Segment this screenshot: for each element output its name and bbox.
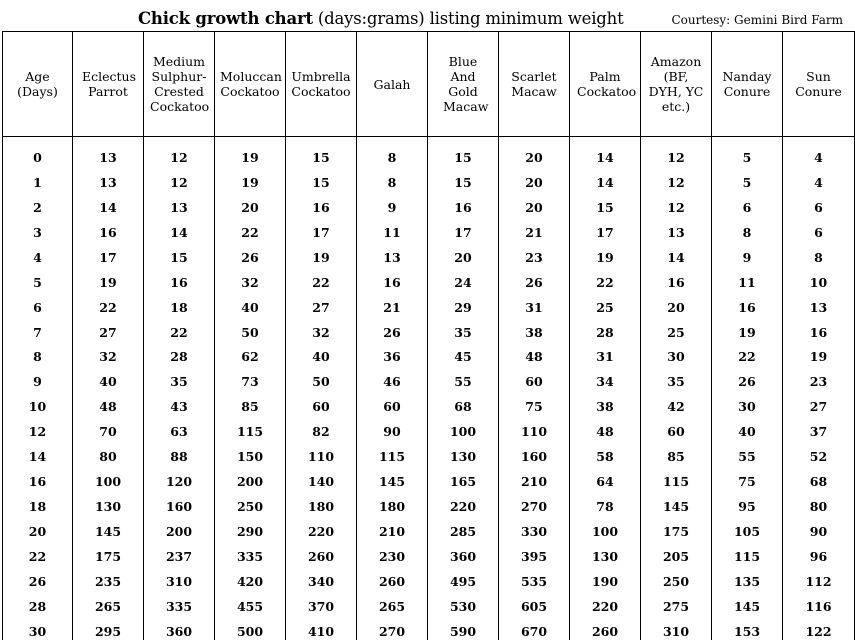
weight-cell: 25 [641, 316, 712, 341]
weight-cell: 68 [783, 465, 855, 490]
weight-cell: 190 [570, 565, 641, 590]
weight-cell: 11 [712, 266, 783, 291]
table-row [3, 166, 855, 191]
weight-cell: 68 [428, 390, 499, 415]
column-header-label: Age (Days) [17, 69, 58, 99]
weight-cell: 17 [428, 216, 499, 241]
weight-cell: 19 [215, 141, 286, 166]
column-header [3, 32, 73, 137]
weight-cell: 50 [215, 316, 286, 341]
weight-cell: 20 [499, 141, 570, 166]
weight-cell: 30 [712, 390, 783, 415]
weight-cell: 5 [712, 166, 783, 191]
weight-cell: 8 [357, 166, 428, 191]
column-header-label: Moluccan Cockatoo [220, 69, 282, 99]
column-header [144, 32, 215, 137]
weight-cell: 96 [783, 540, 855, 565]
weight-cell: 14 [570, 166, 641, 191]
weight-cell: 23 [499, 241, 570, 266]
weight-cell: 40 [215, 291, 286, 316]
weight-cell: 210 [499, 465, 570, 490]
table-body [3, 137, 855, 640]
table-row [3, 515, 855, 540]
weight-cell: 13 [144, 191, 215, 216]
weight-cell: 15 [286, 141, 357, 166]
weight-cell: 85 [215, 390, 286, 415]
weight-cell: 28 [570, 316, 641, 341]
weight-cell: 295 [73, 615, 144, 640]
weight-cell: 82 [286, 415, 357, 440]
weight-cell: 237 [144, 540, 215, 565]
weight-cell: 265 [73, 590, 144, 615]
weight-cell: 34 [570, 365, 641, 390]
age-cell: 1 [3, 166, 73, 191]
weight-cell: 19 [570, 241, 641, 266]
weight-cell: 10 [783, 266, 855, 291]
weight-cell: 110 [286, 440, 357, 465]
weight-cell: 160 [144, 490, 215, 515]
weight-cell: 8 [357, 141, 428, 166]
weight-cell: 135 [712, 565, 783, 590]
weight-cell: 28 [144, 341, 215, 366]
weight-cell: 95 [712, 490, 783, 515]
table-row [3, 141, 855, 166]
weight-cell: 6 [783, 191, 855, 216]
weight-cell: 8 [783, 241, 855, 266]
weight-cell: 22 [286, 266, 357, 291]
weight-cell: 165 [428, 465, 499, 490]
weight-cell: 20 [215, 191, 286, 216]
column-header-label: Palm Cockatoo [577, 69, 637, 99]
weight-cell: 115 [641, 465, 712, 490]
weight-cell: 24 [428, 266, 499, 291]
weight-cell: 112 [783, 565, 855, 590]
weight-cell: 530 [428, 590, 499, 615]
weight-cell: 48 [73, 390, 144, 415]
weight-cell: 175 [641, 515, 712, 540]
weight-cell: 70 [73, 415, 144, 440]
weight-cell: 13 [73, 166, 144, 191]
weight-cell: 17 [73, 241, 144, 266]
table-row [3, 415, 855, 440]
weight-cell: 100 [73, 465, 144, 490]
weight-cell: 290 [215, 515, 286, 540]
table-row [3, 241, 855, 266]
weight-cell: 4 [783, 166, 855, 191]
age-cell: 2 [3, 191, 73, 216]
weight-cell: 12 [144, 141, 215, 166]
weight-cell: 395 [499, 540, 570, 565]
weight-cell: 37 [783, 415, 855, 440]
weight-cell: 60 [286, 390, 357, 415]
column-header [215, 32, 286, 137]
weight-cell: 6 [712, 191, 783, 216]
weight-cell: 220 [570, 590, 641, 615]
weight-cell: 21 [357, 291, 428, 316]
weight-cell: 52 [783, 440, 855, 465]
weight-cell: 15 [428, 141, 499, 166]
weight-cell: 250 [215, 490, 286, 515]
table-row [3, 341, 855, 366]
weight-cell: 265 [357, 590, 428, 615]
weight-cell: 175 [73, 540, 144, 565]
column-header-label: Eclectus Parrot [82, 69, 137, 99]
age-cell: 16 [3, 465, 73, 490]
age-cell: 5 [3, 266, 73, 291]
weight-cell: 19 [286, 241, 357, 266]
weight-cell: 19 [783, 341, 855, 366]
table-row [3, 540, 855, 565]
weight-cell: 16 [357, 266, 428, 291]
weight-cell: 100 [428, 415, 499, 440]
weight-cell: 13 [73, 141, 144, 166]
weight-cell: 130 [73, 490, 144, 515]
weight-cell: 26 [712, 365, 783, 390]
weight-cell: 285 [428, 515, 499, 540]
weight-cell: 22 [144, 316, 215, 341]
column-header-label: Sun Conure [795, 69, 842, 99]
weight-cell: 80 [783, 490, 855, 515]
weight-cell: 200 [144, 515, 215, 540]
weight-cell: 60 [499, 365, 570, 390]
weight-cell: 12 [641, 191, 712, 216]
weight-cell: 80 [73, 440, 144, 465]
table-row [3, 365, 855, 390]
age-cell: 20 [3, 515, 73, 540]
weight-cell: 145 [73, 515, 144, 540]
weight-cell: 23 [783, 365, 855, 390]
weight-cell: 20 [499, 191, 570, 216]
weight-cell: 26 [499, 266, 570, 291]
table-row [3, 390, 855, 415]
weight-cell: 26 [357, 316, 428, 341]
age-cell: 6 [3, 291, 73, 316]
weight-cell: 180 [357, 490, 428, 515]
weight-cell: 75 [712, 465, 783, 490]
title-bar [0, 0, 855, 31]
weight-cell: 535 [499, 565, 570, 590]
weight-cell: 16 [286, 191, 357, 216]
weight-cell: 15 [144, 241, 215, 266]
weight-cell: 27 [286, 291, 357, 316]
weight-cell: 130 [428, 440, 499, 465]
weight-cell: 13 [641, 216, 712, 241]
weight-cell: 220 [428, 490, 499, 515]
chart-title [138, 9, 624, 28]
weight-cell: 58 [570, 440, 641, 465]
weight-cell: 275 [641, 590, 712, 615]
weight-cell: 85 [641, 440, 712, 465]
weight-cell: 500 [215, 615, 286, 640]
weight-cell: 40 [712, 415, 783, 440]
weight-cell: 140 [286, 465, 357, 490]
weight-cell: 120 [144, 465, 215, 490]
age-cell: 9 [3, 365, 73, 390]
weight-cell: 12 [641, 166, 712, 191]
column-header [428, 32, 499, 137]
chart-title-rest: (days:grams) listing minimum weight [312, 9, 624, 28]
weight-cell: 13 [357, 241, 428, 266]
weight-cell: 20 [499, 166, 570, 191]
column-header [783, 32, 855, 137]
column-header-label: Nanday Conure [722, 69, 772, 99]
weight-cell: 4 [783, 141, 855, 166]
weight-cell: 230 [357, 540, 428, 565]
weight-cell: 12 [144, 166, 215, 191]
weight-cell: 16 [641, 266, 712, 291]
weight-cell: 38 [570, 390, 641, 415]
weight-cell: 45 [428, 341, 499, 366]
age-cell: 14 [3, 440, 73, 465]
weight-cell: 145 [357, 465, 428, 490]
weight-cell: 40 [286, 341, 357, 366]
weight-cell: 14 [641, 241, 712, 266]
column-header [286, 32, 357, 137]
weight-cell: 21 [499, 216, 570, 241]
column-header [570, 32, 641, 137]
weight-cell: 410 [286, 615, 357, 640]
weight-cell: 32 [286, 316, 357, 341]
table-row [3, 291, 855, 316]
weight-cell: 27 [783, 390, 855, 415]
weight-cell: 17 [286, 216, 357, 241]
weight-cell: 6 [783, 216, 855, 241]
weight-cell: 22 [570, 266, 641, 291]
weight-cell: 205 [641, 540, 712, 565]
weight-cell: 32 [215, 266, 286, 291]
weight-cell: 15 [286, 166, 357, 191]
weight-cell: 310 [144, 565, 215, 590]
weight-cell: 29 [428, 291, 499, 316]
weight-cell: 16 [73, 216, 144, 241]
weight-cell: 18 [144, 291, 215, 316]
weight-cell: 26 [215, 241, 286, 266]
weight-cell: 88 [144, 440, 215, 465]
weight-cell: 16 [428, 191, 499, 216]
weight-cell: 115 [357, 440, 428, 465]
weight-cell: 60 [641, 415, 712, 440]
weight-cell: 15 [428, 166, 499, 191]
column-header [357, 32, 428, 137]
weight-cell: 260 [357, 565, 428, 590]
table-row [3, 565, 855, 590]
chart-title-bold: Chick growth chart [138, 9, 313, 28]
age-cell: 10 [3, 390, 73, 415]
age-cell: 8 [3, 341, 73, 366]
weight-cell: 20 [428, 241, 499, 266]
weight-cell: 17 [570, 216, 641, 241]
weight-cell: 78 [570, 490, 641, 515]
weight-cell: 48 [499, 341, 570, 366]
weight-cell: 12 [641, 141, 712, 166]
age-cell: 18 [3, 490, 73, 515]
weight-cell: 20 [641, 291, 712, 316]
weight-cell: 31 [570, 341, 641, 366]
weight-cell: 145 [641, 490, 712, 515]
weight-cell: 340 [286, 565, 357, 590]
weight-cell: 160 [499, 440, 570, 465]
column-header-label: Blue And Gold Macaw [443, 54, 489, 114]
weight-cell: 14 [570, 141, 641, 166]
weight-cell: 13 [783, 291, 855, 316]
age-cell: 28 [3, 590, 73, 615]
weight-cell: 130 [570, 540, 641, 565]
weight-cell: 590 [428, 615, 499, 640]
weight-cell: 670 [499, 615, 570, 640]
weight-cell: 100 [570, 515, 641, 540]
weight-cell: 15 [570, 191, 641, 216]
weight-cell: 31 [499, 291, 570, 316]
age-cell: 4 [3, 241, 73, 266]
weight-cell: 90 [783, 515, 855, 540]
growth-table [2, 31, 855, 640]
age-cell: 12 [3, 415, 73, 440]
weight-cell: 46 [357, 365, 428, 390]
weight-cell: 14 [73, 191, 144, 216]
weight-cell: 32 [73, 341, 144, 366]
column-header-label: Amazon (BF, DYH, YC etc.) [648, 54, 704, 114]
weight-cell: 5 [712, 141, 783, 166]
weight-cell: 116 [783, 590, 855, 615]
weight-cell: 62 [215, 341, 286, 366]
weight-cell: 235 [73, 565, 144, 590]
weight-cell: 220 [286, 515, 357, 540]
weight-cell: 27 [73, 316, 144, 341]
weight-cell: 22 [215, 216, 286, 241]
header-row [3, 32, 855, 137]
weight-cell: 360 [144, 615, 215, 640]
age-cell: 3 [3, 216, 73, 241]
weight-cell: 43 [144, 390, 215, 415]
weight-cell: 370 [286, 590, 357, 615]
weight-cell: 260 [570, 615, 641, 640]
weight-cell: 105 [712, 515, 783, 540]
weight-cell: 145 [712, 590, 783, 615]
weight-cell: 455 [215, 590, 286, 615]
table-row [3, 490, 855, 515]
weight-cell: 200 [215, 465, 286, 490]
weight-cell: 19 [215, 166, 286, 191]
weight-cell: 75 [499, 390, 570, 415]
weight-cell: 48 [570, 415, 641, 440]
weight-cell: 90 [357, 415, 428, 440]
weight-cell: 38 [499, 316, 570, 341]
column-header [641, 32, 712, 137]
weight-cell: 150 [215, 440, 286, 465]
weight-cell: 115 [215, 415, 286, 440]
weight-cell: 16 [144, 266, 215, 291]
column-header-label: Umbrella Cockatoo [291, 69, 351, 99]
age-cell: 26 [3, 565, 73, 590]
weight-cell: 210 [357, 515, 428, 540]
weight-cell: 64 [570, 465, 641, 490]
weight-cell: 495 [428, 565, 499, 590]
weight-cell: 270 [499, 490, 570, 515]
table-row [3, 615, 855, 640]
weight-cell: 40 [73, 365, 144, 390]
weight-cell: 73 [215, 365, 286, 390]
weight-cell: 310 [641, 615, 712, 640]
weight-cell: 35 [641, 365, 712, 390]
weight-cell: 55 [712, 440, 783, 465]
weight-cell: 9 [712, 241, 783, 266]
table-row [3, 590, 855, 615]
weight-cell: 42 [641, 390, 712, 415]
weight-cell: 8 [712, 216, 783, 241]
column-header-label: Scarlet Macaw [511, 69, 557, 99]
age-cell: 22 [3, 540, 73, 565]
column-header-label: Galah [373, 76, 411, 92]
table-row [3, 266, 855, 291]
weight-cell: 180 [286, 490, 357, 515]
weight-cell: 360 [428, 540, 499, 565]
weight-cell: 110 [499, 415, 570, 440]
weight-cell: 9 [357, 191, 428, 216]
weight-cell: 153 [712, 615, 783, 640]
age-cell: 30 [3, 615, 73, 640]
age-cell: 0 [3, 141, 73, 166]
table-row [3, 216, 855, 241]
weight-cell: 36 [357, 341, 428, 366]
weight-cell: 335 [215, 540, 286, 565]
weight-cell: 19 [73, 266, 144, 291]
column-header-label: Medium Sulphur-Crested Cockatoo [150, 54, 210, 114]
weight-cell: 420 [215, 565, 286, 590]
weight-cell: 16 [712, 291, 783, 316]
age-cell: 7 [3, 316, 73, 341]
weight-cell: 19 [712, 316, 783, 341]
weight-cell: 35 [144, 365, 215, 390]
weight-cell: 22 [712, 341, 783, 366]
weight-cell: 270 [357, 615, 428, 640]
weight-cell: 16 [783, 316, 855, 341]
weight-cell: 115 [712, 540, 783, 565]
weight-cell: 250 [641, 565, 712, 590]
weight-cell: 22 [73, 291, 144, 316]
weight-cell: 605 [499, 590, 570, 615]
column-header [73, 32, 144, 137]
weight-cell: 60 [357, 390, 428, 415]
column-header [712, 32, 783, 137]
courtesy-credit: Courtesy: Gemini Bird Farm [671, 13, 843, 27]
weight-cell: 330 [499, 515, 570, 540]
column-header [499, 32, 570, 137]
weight-cell: 63 [144, 415, 215, 440]
weight-cell: 260 [286, 540, 357, 565]
weight-cell: 35 [428, 316, 499, 341]
weight-cell: 11 [357, 216, 428, 241]
weight-cell: 30 [641, 341, 712, 366]
weight-cell: 50 [286, 365, 357, 390]
table-row [3, 316, 855, 341]
weight-cell: 55 [428, 365, 499, 390]
table-row [3, 191, 855, 216]
weight-cell: 25 [570, 291, 641, 316]
table-row [3, 440, 855, 465]
weight-cell: 14 [144, 216, 215, 241]
table-row [3, 465, 855, 490]
weight-cell: 122 [783, 615, 855, 640]
weight-cell: 335 [144, 590, 215, 615]
